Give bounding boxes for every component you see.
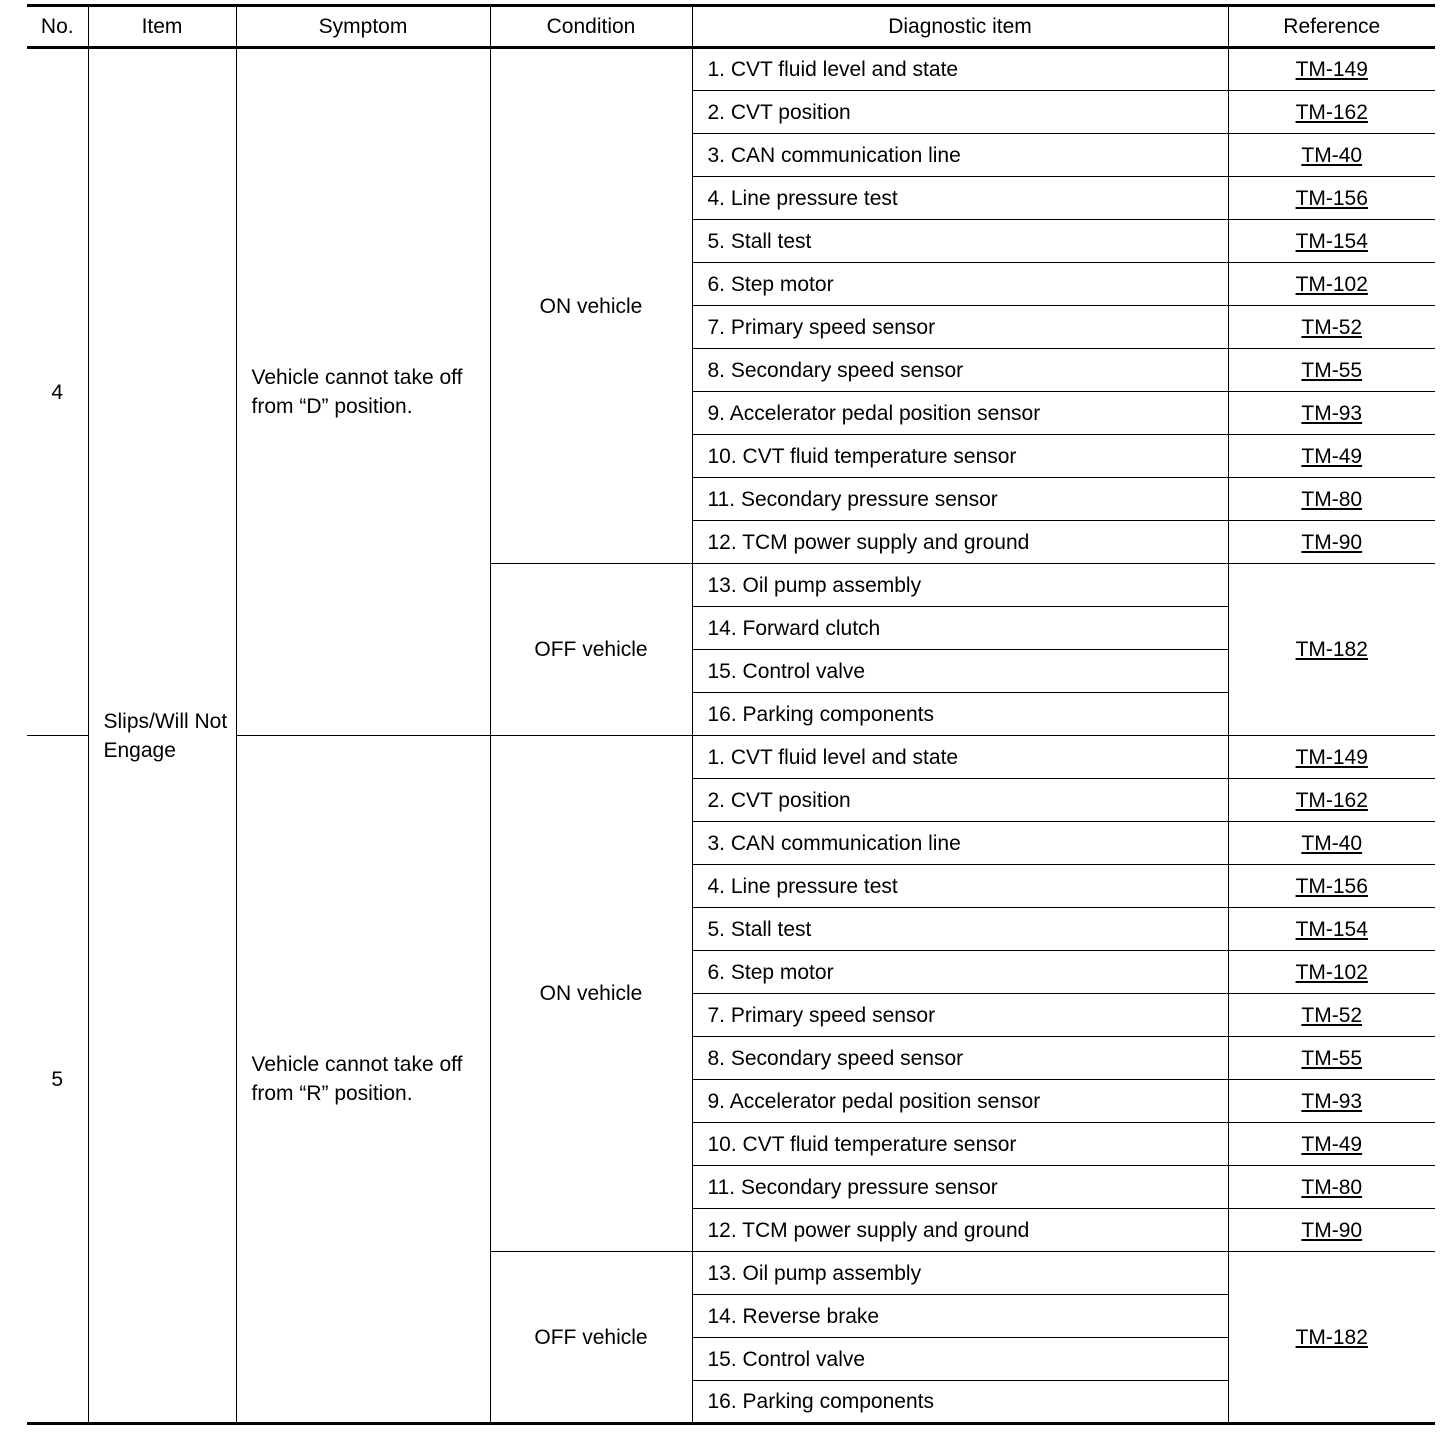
header-condition: Condition xyxy=(490,6,692,48)
header-symptom: Symptom xyxy=(236,6,490,48)
header-no: No. xyxy=(27,6,88,48)
reference-link[interactable]: TM-55 xyxy=(1301,1046,1363,1070)
reference-cell xyxy=(1228,392,1435,435)
diagnostic-item: 14. Forward clutch xyxy=(692,607,1228,650)
reference-link[interactable]: TM-102 xyxy=(1295,960,1368,984)
reference-link[interactable]: TM-149 xyxy=(1295,58,1368,81)
diagnostic-item: 5. Stall test xyxy=(692,908,1228,951)
reference-link[interactable]: TM-162 xyxy=(1295,100,1368,124)
header-reference: Reference xyxy=(1228,6,1435,48)
reference-link[interactable]: TM-154 xyxy=(1295,917,1368,941)
reference-link[interactable]: TM-40 xyxy=(1301,831,1363,855)
reference-cell xyxy=(1228,1252,1435,1424)
diagnostic-item: 3. CAN communication line xyxy=(692,134,1228,177)
diagnostic-item: 6. Step motor xyxy=(692,951,1228,994)
table-row xyxy=(27,736,1435,779)
reference-cell xyxy=(1228,48,1435,91)
diagnostic-item: 2. CVT position xyxy=(692,779,1228,822)
diagnostic-item: 11. Secondary pressure sensor xyxy=(692,478,1228,521)
diagnostic-item: 6. Step motor xyxy=(692,263,1228,306)
diagnostic-item: 1. CVT fluid level and state xyxy=(692,48,1228,91)
reference-link[interactable]: TM-49 xyxy=(1301,444,1363,468)
diagnostic-item: 14. Reverse brake xyxy=(692,1295,1228,1338)
reference-cell xyxy=(1228,1209,1435,1252)
reference-link[interactable]: TM-149 xyxy=(1295,745,1368,769)
symptom-text: Vehicle cannot take off from “R” position. xyxy=(236,736,490,1424)
header-diagnostic-item: Diagnostic item xyxy=(692,6,1228,48)
reference-cell xyxy=(1228,564,1435,736)
reference-link[interactable]: TM-93 xyxy=(1301,401,1363,425)
reference-link[interactable]: TM-80 xyxy=(1301,487,1363,511)
reference-link[interactable]: TM-182 xyxy=(1295,638,1368,661)
group-number: 5 xyxy=(27,736,88,1424)
reference-link[interactable]: TM-90 xyxy=(1301,1218,1363,1242)
reference-cell xyxy=(1228,478,1435,521)
reference-link[interactable]: TM-154 xyxy=(1295,229,1368,253)
reference-link[interactable]: TM-102 xyxy=(1295,272,1368,296)
reference-link[interactable]: TM-182 xyxy=(1295,1325,1368,1349)
diagnostic-item: 13. Oil pump assembly xyxy=(692,1252,1228,1295)
reference-cell xyxy=(1228,1037,1435,1080)
reference-link[interactable]: TM-52 xyxy=(1301,315,1363,339)
diagnostic-item: 11. Secondary pressure sensor xyxy=(692,1166,1228,1209)
reference-cell xyxy=(1228,736,1435,779)
reference-link[interactable]: TM-80 xyxy=(1301,1175,1363,1199)
diagnostic-item: 10. CVT fluid temperature sensor xyxy=(692,1123,1228,1166)
diagnostic-item: 8. Secondary speed sensor xyxy=(692,349,1228,392)
reference-cell xyxy=(1228,822,1435,865)
table-row xyxy=(27,48,1435,91)
condition-off-vehicle: OFF vehicle xyxy=(490,564,692,736)
diagnostic-item: 15. Control valve xyxy=(692,1338,1228,1381)
reference-cell xyxy=(1228,263,1435,306)
diagnostic-item: 16. Parking components xyxy=(692,1381,1228,1424)
reference-cell xyxy=(1228,1080,1435,1123)
reference-cell xyxy=(1228,435,1435,478)
condition-on-vehicle: ON vehicle xyxy=(490,48,692,564)
diagnostic-item: 9. Accelerator pedal position sensor xyxy=(692,1080,1228,1123)
diagnostic-item: 3. CAN communication line xyxy=(692,822,1228,865)
table-body xyxy=(27,48,1435,1424)
diagnostic-item: 7. Primary speed sensor xyxy=(692,306,1228,349)
reference-cell xyxy=(1228,908,1435,951)
reference-link[interactable]: TM-90 xyxy=(1301,530,1363,554)
reference-cell xyxy=(1228,951,1435,994)
reference-link[interactable]: TM-156 xyxy=(1295,874,1368,898)
item-label: Slips/Will Not Engage xyxy=(88,48,236,1424)
reference-cell xyxy=(1228,865,1435,908)
reference-link[interactable]: TM-55 xyxy=(1301,358,1363,382)
diagnostic-item: 9. Accelerator pedal position sensor xyxy=(692,392,1228,435)
reference-cell xyxy=(1228,521,1435,564)
reference-cell xyxy=(1228,306,1435,349)
reference-cell xyxy=(1228,177,1435,220)
diagnostic-item: 7. Primary speed sensor xyxy=(692,994,1228,1037)
reference-link[interactable]: TM-93 xyxy=(1301,1089,1363,1113)
reference-link[interactable]: TM-52 xyxy=(1301,1003,1363,1027)
header-row xyxy=(27,6,1435,48)
reference-cell xyxy=(1228,1166,1435,1209)
diagnostic-item: 8. Secondary speed sensor xyxy=(692,1037,1228,1080)
reference-cell xyxy=(1228,349,1435,392)
reference-link[interactable]: TM-162 xyxy=(1295,788,1368,812)
diagnostic-item: 1. CVT fluid level and state xyxy=(692,736,1228,779)
diagnostic-item: 12. TCM power supply and ground xyxy=(692,1209,1228,1252)
reference-cell xyxy=(1228,134,1435,177)
reference-link[interactable]: TM-49 xyxy=(1301,1132,1363,1156)
condition-off-vehicle: OFF vehicle xyxy=(490,1252,692,1424)
reference-cell xyxy=(1228,91,1435,134)
symptom-text: Vehicle cannot take off from “D” position. xyxy=(236,48,490,736)
diagnosis-table xyxy=(27,4,1435,1425)
reference-cell xyxy=(1228,220,1435,263)
diagnostic-item: 4. Line pressure test xyxy=(692,177,1228,220)
diagnostic-item: 10. CVT fluid temperature sensor xyxy=(692,435,1228,478)
diagnostic-item: 16. Parking components xyxy=(692,693,1228,736)
reference-cell xyxy=(1228,779,1435,822)
diagnostic-item: 15. Control valve xyxy=(692,650,1228,693)
reference-cell xyxy=(1228,994,1435,1037)
diagnostic-item: 4. Line pressure test xyxy=(692,865,1228,908)
diagnostic-item: 12. TCM power supply and ground xyxy=(692,521,1228,564)
diagnostic-item: 2. CVT position xyxy=(692,91,1228,134)
group-number: 4 xyxy=(27,48,88,736)
condition-on-vehicle: ON vehicle xyxy=(490,736,692,1252)
reference-cell xyxy=(1228,1123,1435,1166)
header-item: Item xyxy=(88,6,236,48)
diagnostic-item: 5. Stall test xyxy=(692,220,1228,263)
diagnostic-item: 13. Oil pump assembly xyxy=(692,564,1228,607)
reference-link[interactable]: TM-156 xyxy=(1295,186,1368,210)
reference-link[interactable]: TM-40 xyxy=(1301,143,1363,167)
